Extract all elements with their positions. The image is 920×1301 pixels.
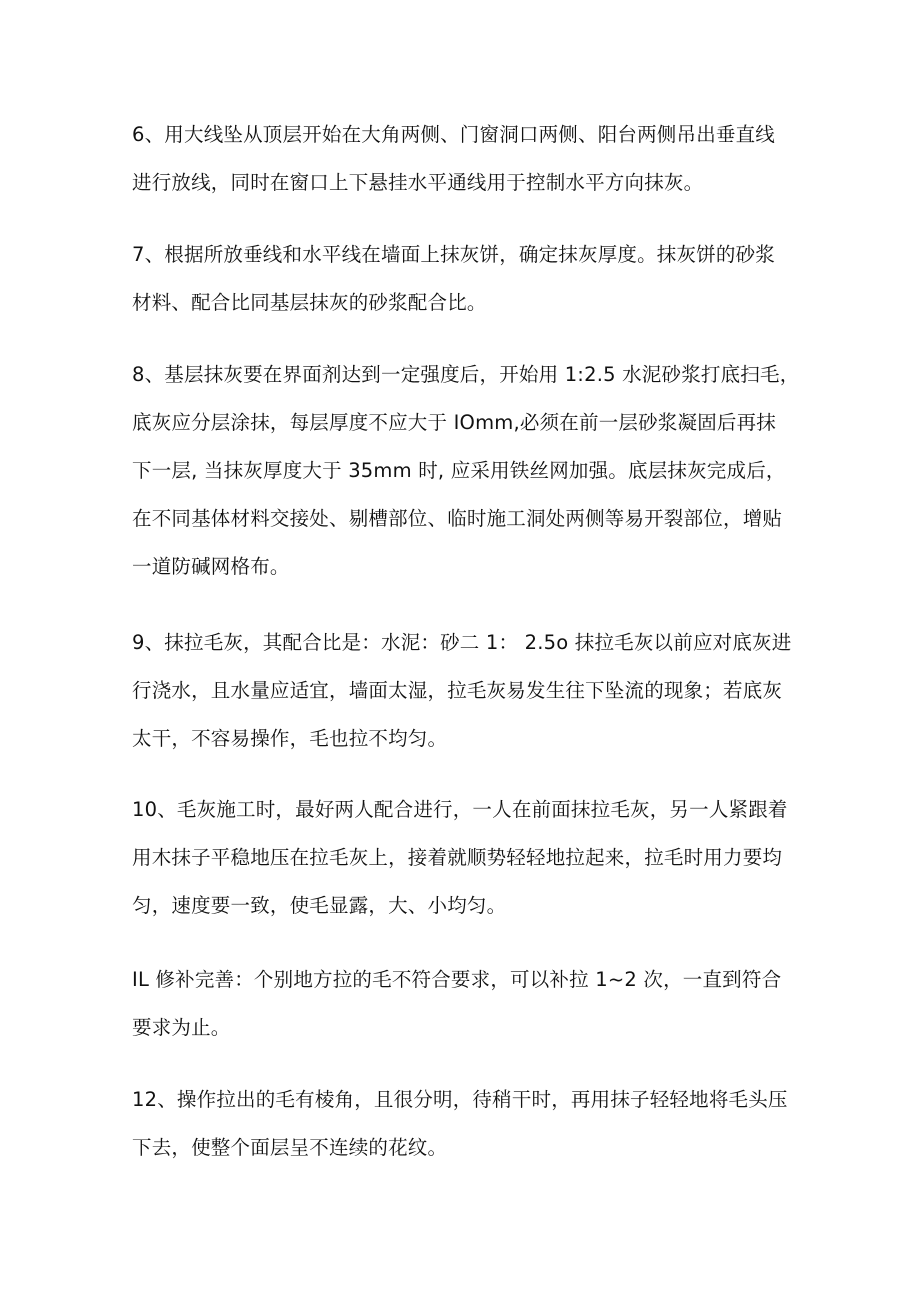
text-line: 8、基层抹灰要在界面剂达到一定强度后，开始用 1:2.5 水泥砂浆打底扫毛，: [132, 363, 800, 386]
paragraph-12: [132, 1076, 802, 1172]
text-line: 下去，使整个面层呈不连续的花纹。: [132, 1136, 448, 1159]
text-line: 用木抹子平稳地压在拉毛灰上，接着就顺势轻轻地拉起来，拉毛时用力要均: [132, 846, 783, 869]
paragraph-8: [132, 351, 802, 591]
paragraph-11: [132, 956, 802, 1052]
text-line: IL 修补完善：个别地方拉的毛不符合要求，可以补拉 1~2 次，一直到符合: [132, 968, 782, 991]
paragraph-6: [132, 111, 802, 207]
paragraph-7: [132, 231, 802, 327]
text-line: 太干，不容易操作，毛也拉不均匀。: [132, 727, 448, 750]
text-line: 7、根据所放垂线和水平线在墙面上抹灰饼，确定抹灰厚度。抹灰饼的砂浆: [132, 243, 776, 266]
text-line: 在不同基体材料交接处、剔槽部位、临时施工洞处两侧等易开裂部位，增贴: [132, 507, 783, 530]
text-line: 行浇水，且水量应适宜，墙面太湿，拉毛灰易发生往下坠流的现象；若底灰: [132, 679, 783, 702]
text-line: 匀，速度要一致，使毛显露，大、小均匀。: [132, 894, 507, 917]
paragraph-9: [132, 619, 802, 763]
text-line: 进行放线，同时在窗口上下悬挂水平通线用于控制水平方向抹灰。: [132, 171, 704, 194]
text-line: 一道防碱网格布。: [132, 555, 290, 578]
text-line: 6、用大线坠从顶层开始在大角两侧、门窗洞口两侧、阳台两侧吊出垂直线: [132, 123, 776, 146]
paragraph-10: [132, 786, 802, 930]
text-line: 底灰应分层涂抹，每层厚度不应大于 IOmm,必须在前一层砂浆凝固后再抹: [132, 411, 776, 434]
text-line: 材料、配合比同基层抹灰的砂浆配合比。: [132, 291, 487, 314]
text-line: 下一层, 当抹灰厚度大于 35mm 时, 应采用铁丝网加强。底层抹灰完成后，: [132, 459, 786, 482]
text-line: 10、毛灰施工时，最好两人配合进行，一人在前面抹拉毛灰，另一人紧跟着: [132, 798, 788, 821]
text-line: 9、抹拉毛灰，其配合比是：水泥：砂二 1： 2.5o 抹拉毛灰以前应对底灰进: [132, 631, 792, 654]
text-line: 12、操作拉出的毛有棱角，且很分明，待稍干时，再用抹子轻轻地将毛头压: [132, 1088, 788, 1111]
text-line: 要求为止。: [132, 1016, 231, 1039]
